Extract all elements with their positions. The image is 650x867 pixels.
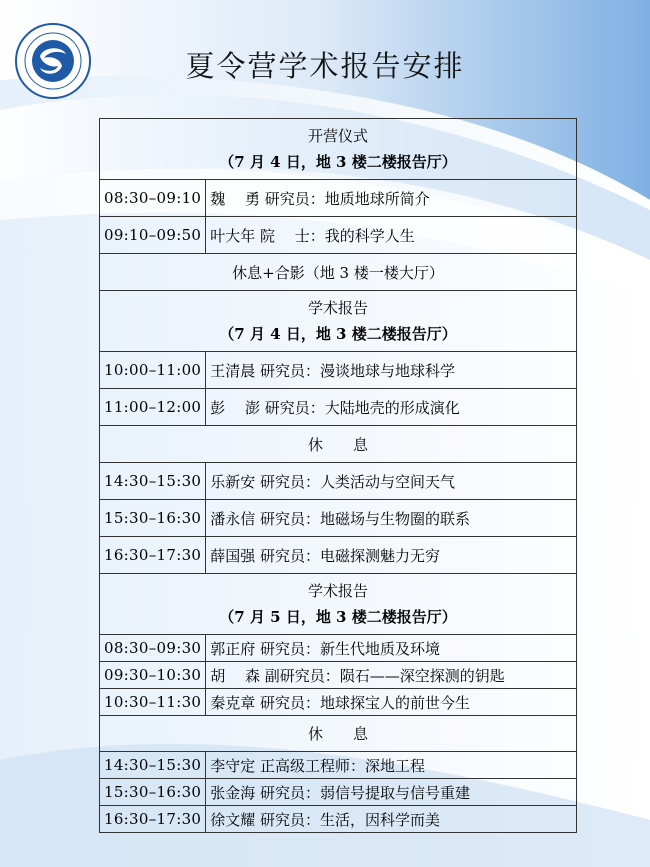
section-header [100,119,577,180]
section-header [100,291,577,352]
session-speaker-topic: 秦克章 研究员：地球探宝人的前世今生 [206,689,577,716]
schedule-row [100,662,577,689]
session-time: 08:30–09:10 [100,180,206,217]
break-row [100,426,577,463]
session-time: 16:30–17:30 [100,806,206,833]
session-speaker-topic: 胡 森 副研究员：陨石——深空探测的钥匙 [206,662,577,689]
schedule-row [100,180,577,217]
break-label: 休 息 [100,426,577,463]
session-time: 14:30–15:30 [100,463,206,500]
session-speaker-topic: 潘永信 研究员：地磁场与生物圈的联系 [206,500,577,537]
session-speaker-topic: 乐新安 研究员：人类活动与空间天气 [206,463,577,500]
schedule-table [99,118,577,833]
session-speaker-topic: 郭正府 研究员：新生代地质及环境 [206,635,577,662]
session-time: 08:30–09:30 [100,635,206,662]
break-label: 休 息 [100,716,577,752]
session-time: 09:10–09:50 [100,217,206,254]
session-time: 10:00–11:00 [100,352,206,389]
section-title: 开营仪式 [307,127,368,145]
section-venue: （7 月 4 日，地 3 楼二楼报告厅） [219,153,457,171]
session-speaker-topic: 张金海 研究员：弱信号提取与信号重建 [206,779,577,806]
section-venue: （7 月 4 日，地 3 楼二楼报告厅） [219,325,457,343]
schedule-row [100,463,577,500]
schedule-row [100,352,577,389]
section-title: 学术报告 [307,582,368,600]
session-speaker-topic: 李守定 正高级工程师：深地工程 [206,752,577,779]
session-time: 16:30–17:30 [100,537,206,574]
section-header-cell [100,119,577,180]
session-speaker-topic: 魏 勇 研究员：地质地球所简介 [206,180,577,217]
page-title: 夏令营学术报告安排 [185,49,465,83]
session-speaker-topic: 薛国强 研究员：电磁探测魅力无穷 [206,537,577,574]
session-time: 14:30–15:30 [100,752,206,779]
section-header-cell [100,291,577,352]
session-speaker-topic: 彭 澎 研究员：大陆地壳的形成演化 [206,389,577,426]
schedule-row [100,217,577,254]
schedule-row [100,537,577,574]
session-speaker-topic: 徐文耀 研究员：生活，因科学而美 [206,806,577,833]
section-header-cell [100,574,577,635]
schedule-row [100,689,577,716]
break-label: 休息+合影（地 3 楼一楼大厅） [100,254,577,291]
schedule-row [100,779,577,806]
schedule-row [100,500,577,537]
session-time: 10:30–11:30 [100,689,206,716]
session-speaker-topic: 王清晨 研究员：漫谈地球与地球科学 [206,352,577,389]
section-title: 学术报告 [307,299,368,317]
session-time: 15:30–16:30 [100,779,206,806]
schedule-row [100,389,577,426]
session-speaker-topic: 叶大年 院 士：我的科学人生 [206,217,577,254]
schedule-row [100,752,577,779]
section-venue: （7 月 5 日，地 3 楼二楼报告厅） [219,608,457,626]
schedule-row [100,635,577,662]
schedule-row [100,806,577,833]
break-row [100,254,577,291]
section-header [100,574,577,635]
session-time: 11:00–12:00 [100,389,206,426]
session-time: 15:30–16:30 [100,500,206,537]
break-row [100,716,577,752]
session-time: 09:30–10:30 [100,662,206,689]
